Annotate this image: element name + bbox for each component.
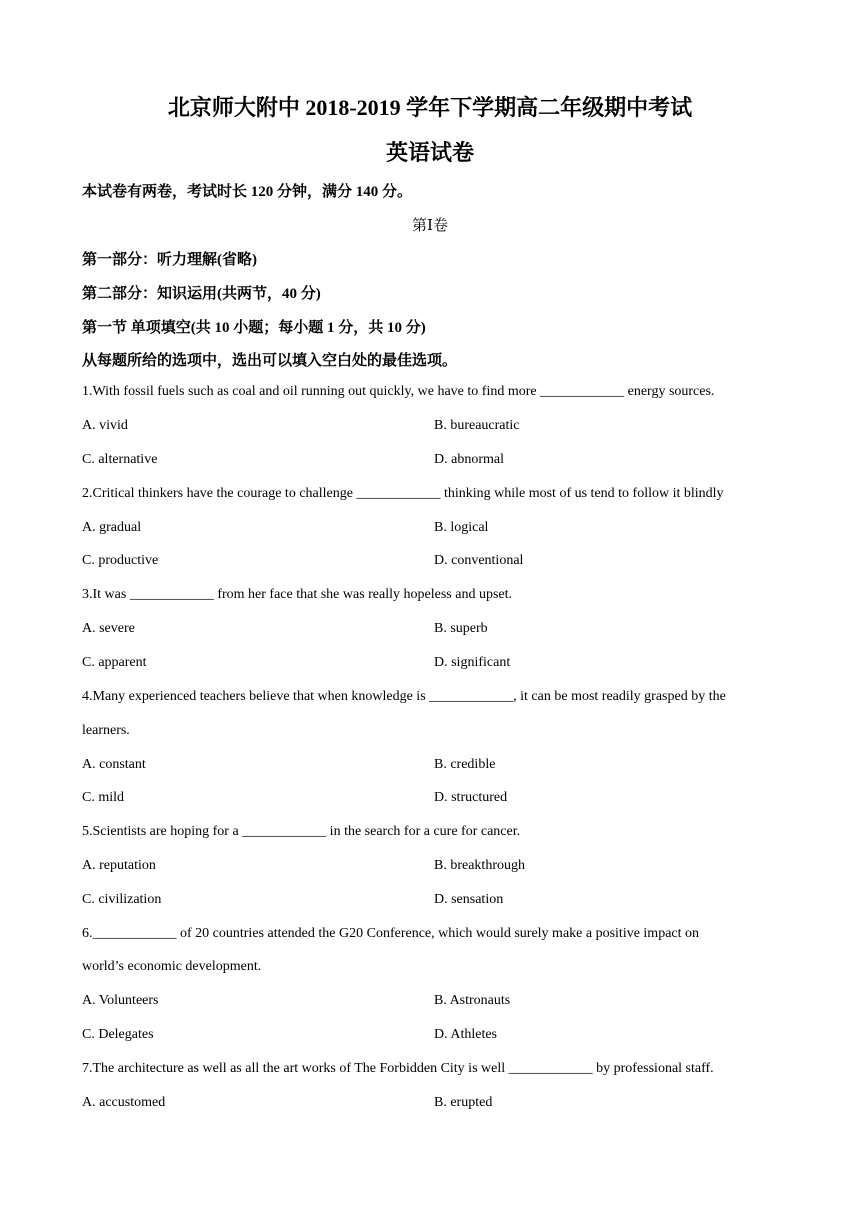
question-stem: 7.The architecture as well as all the art works of The Forbidden City is well ____________ by professional staff. <box>82 1061 714 1076</box>
option-b: B. Astronauts <box>434 993 511 1008</box>
option-d: D. sensation <box>434 892 504 907</box>
part-one-heading: 第一部分：听力理解(省略) <box>82 252 257 268</box>
page-subtitle: 英语试卷 <box>385 140 474 165</box>
option-b: B. erupted <box>434 1095 493 1110</box>
question-stem: 1.With fossil fuels such as coal and oil running out quickly, we have to find more ____________ energy sources. <box>82 384 715 399</box>
page-title: 北京师大附中 2018-2019 学年下学期高二年级期中考试 <box>167 95 693 120</box>
question-stem: 2.Critical thinkers have the courage to challenge ____________ thinking while most of us tend to follow it blindly <box>82 486 724 501</box>
option-a: A. reputation <box>82 858 156 873</box>
option-a: A. constant <box>82 757 146 772</box>
volume-heading: 第Ⅰ卷 <box>412 218 448 234</box>
option-c: C. productive <box>82 553 159 568</box>
option-a: A. Volunteers <box>82 993 159 1008</box>
option-a: A. accustomed <box>82 1095 166 1110</box>
section-instruction: 从每题所给的选项中，选出可以填入空白处的最佳选项。 <box>82 353 458 369</box>
section-one-heading: 第一节 单项填空(共 10 小题；每小题 1 分，共 10 分) <box>82 320 426 336</box>
option-d: D. Athletes <box>434 1027 497 1042</box>
question-stem: 4.Many experienced teachers believe that when knowledge is ____________, it can be most readily grasped by the <box>82 689 726 704</box>
option-c: C. alternative <box>82 452 158 467</box>
question-stem: 3.It was ____________ from her face that she was really hopeless and upset. <box>82 587 512 602</box>
option-d: D. abnormal <box>434 452 504 467</box>
option-a: A. vivid <box>82 418 128 433</box>
option-c: C. civilization <box>82 892 162 907</box>
question-stem: 5.Scientists are hoping for a ____________ in the search for a cure for cancer. <box>82 824 521 839</box>
option-b: B. bureaucratic <box>434 418 520 433</box>
option-b: B. logical <box>434 520 489 535</box>
question-stem-continued: learners. <box>82 723 130 738</box>
option-a: A. gradual <box>82 520 142 535</box>
option-a: A. severe <box>82 621 135 636</box>
part-two-heading: 第二部分：知识运用(共两节，40 分) <box>82 286 321 302</box>
option-d: D. significant <box>434 655 511 670</box>
option-d: D. conventional <box>434 553 524 568</box>
option-b: B. breakthrough <box>434 858 525 873</box>
option-b: B. superb <box>434 621 488 636</box>
option-c: C. Delegates <box>82 1027 154 1042</box>
exam-intro: 本试卷有两卷，考试时长 120 分钟，满分 140 分。 <box>82 184 413 200</box>
option-d: D. structured <box>434 790 508 805</box>
option-c: C. mild <box>82 790 125 805</box>
option-c: C. apparent <box>82 655 147 670</box>
option-b: B. credible <box>434 757 496 772</box>
question-stem-continued: world’s economic development. <box>82 959 262 974</box>
question-stem: 6.____________ of 20 countries attended the G20 Conference, which would surely make a positive impact on <box>82 926 700 941</box>
